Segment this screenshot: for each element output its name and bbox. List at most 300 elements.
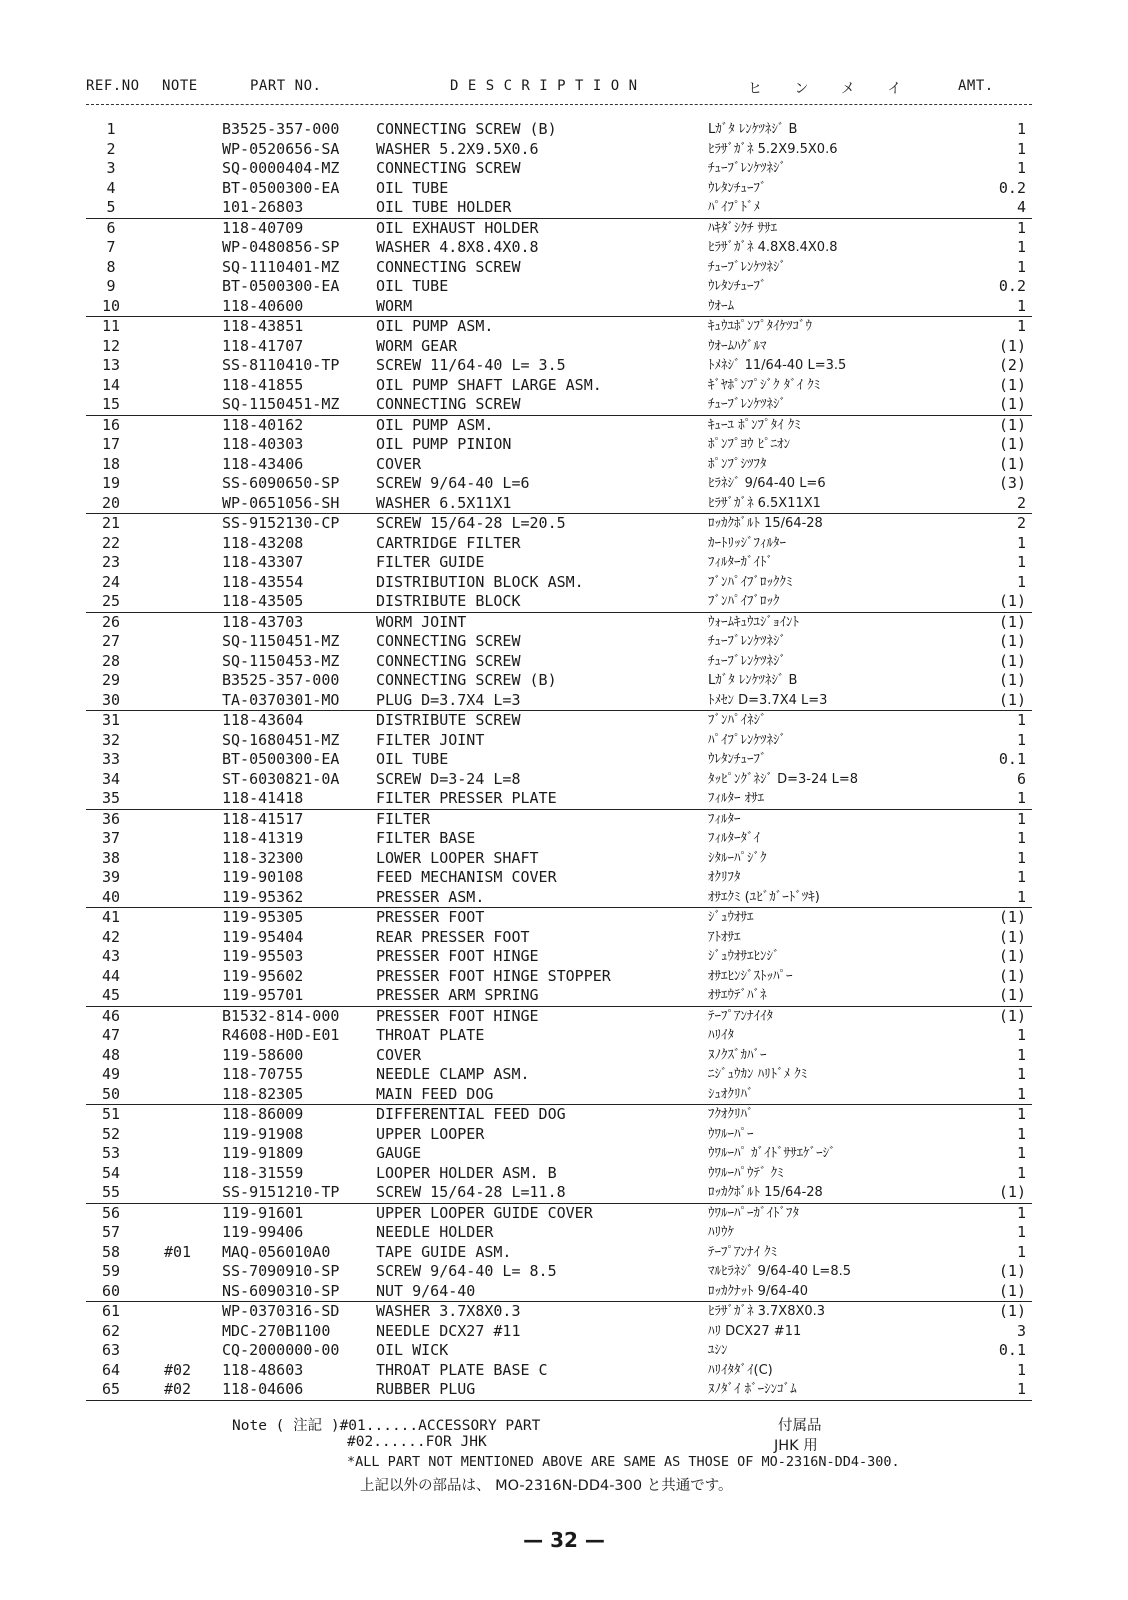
japanese-name-cell: ﾏﾙﾋﾗﾈｼﾞ 9/64-40 L=8.5 bbox=[708, 1264, 851, 1279]
amount-cell: (1) bbox=[998, 671, 1026, 689]
amount-cell: 2 bbox=[1016, 514, 1026, 532]
part-number-cell: WP-0370316-SD bbox=[222, 1302, 340, 1320]
part-number-cell: SS-9151210-TP bbox=[222, 1183, 340, 1201]
table-row bbox=[86, 179, 1032, 199]
ref-cell: 19 bbox=[101, 474, 121, 492]
description-cell: OIL TUBE bbox=[376, 277, 449, 295]
table-row bbox=[86, 534, 1032, 554]
description-cell: WASHER 4.8X8.4X0.8 bbox=[376, 238, 539, 256]
description-cell: FILTER BASE bbox=[376, 829, 476, 847]
japanese-name-cell: ｼﾞｭｳｵｻｴﾋﾝｼﾞ bbox=[708, 949, 780, 964]
amount-cell: (1) bbox=[998, 415, 1026, 434]
japanese-name-cell: ﾄﾒﾈｼﾞ 11/64-40 L=3.5 bbox=[708, 358, 847, 373]
description-cell: WASHER 3.7X8X0.3 bbox=[376, 1302, 521, 1320]
part-number-cell: BT-0500300-EA bbox=[222, 750, 340, 768]
ref-cell: 3 bbox=[106, 159, 116, 177]
part-number-cell: NS-6090310-SP bbox=[222, 1281, 340, 1300]
header-ref: REF.NO bbox=[86, 78, 140, 94]
ref-cell: 26 bbox=[101, 612, 121, 631]
ref-cell: 53 bbox=[101, 1144, 121, 1162]
ref-cell: 28 bbox=[101, 651, 121, 670]
description-cell: SCREW D=3-24 L=8 bbox=[376, 769, 521, 788]
note-line-1-jp: 付属品 bbox=[778, 1418, 822, 1434]
description-cell: UPPER LOOPER bbox=[376, 1124, 485, 1143]
japanese-name-cell: ｳﾜﾙｰﾊﾟｰｶﾞｲﾄﾞﾌﾀ bbox=[708, 1205, 799, 1221]
amount-cell: 1 bbox=[1016, 1124, 1026, 1143]
amount-cell: (1) bbox=[998, 651, 1026, 670]
description-cell: CONNECTING SCREW bbox=[376, 159, 521, 177]
part-number-cell: TA-0370301-MO bbox=[222, 690, 340, 709]
part-number-cell: 119-95503 bbox=[222, 947, 304, 965]
ref-cell: 29 bbox=[101, 671, 121, 689]
ref-cell: 51 bbox=[101, 1105, 121, 1123]
table-row bbox=[86, 652, 1032, 672]
amount-cell: (1) bbox=[998, 1006, 1026, 1025]
description-cell: COVER bbox=[376, 1045, 422, 1064]
table-row bbox=[86, 671, 1032, 691]
ref-cell: 4 bbox=[106, 178, 116, 197]
part-number-cell: 119-99406 bbox=[222, 1223, 304, 1241]
description-cell: OIL TUBE bbox=[376, 178, 449, 197]
japanese-name-cell: ﾁｭｰﾌﾞﾚﾝｹﾂﾈｼﾞ bbox=[708, 634, 786, 649]
table-row bbox=[86, 376, 1032, 396]
table-row bbox=[86, 1380, 1032, 1401]
amount-cell: 1 bbox=[1016, 238, 1026, 256]
japanese-name-cell: ﾁｭｰﾌﾞﾚﾝｹﾂﾈｼﾞ bbox=[708, 161, 786, 176]
table-row bbox=[86, 1007, 1032, 1027]
japanese-name-cell: ﾎﾟﾝﾌﾟﾖｳ ﾋﾟﾆｵﾝ bbox=[708, 437, 791, 452]
description-cell: SCREW 15/64-28 L=20.5 bbox=[376, 514, 566, 532]
part-number-cell: 118-40162 bbox=[222, 415, 304, 434]
part-number-cell: 119-95602 bbox=[222, 966, 304, 985]
table-row bbox=[86, 1164, 1032, 1184]
table-row bbox=[86, 1361, 1032, 1381]
japanese-name-cell: ﾀｯﾋﾟﾝｸﾞﾈｼﾞ D=3-24 L=8 bbox=[708, 771, 859, 787]
amount-cell: (1) bbox=[998, 927, 1026, 946]
note-line-2: #02......FOR JHK bbox=[347, 1434, 487, 1450]
amount-cell: 1 bbox=[1016, 1144, 1026, 1162]
japanese-name-cell: ｳﾚﾀﾝﾁｭｰﾌﾞ bbox=[708, 279, 767, 294]
amount-cell: 1 bbox=[1016, 868, 1026, 886]
ref-cell: 33 bbox=[101, 750, 121, 768]
amount-cell: (1) bbox=[998, 1281, 1026, 1300]
part-number-cell: 118-40709 bbox=[222, 218, 304, 237]
header-desc: D E S C R I P T I O N bbox=[450, 78, 638, 94]
table-row bbox=[86, 455, 1032, 475]
japanese-name-cell: ﾌｨﾙﾀｰ bbox=[708, 811, 741, 827]
ref-cell: 27 bbox=[101, 632, 121, 650]
japanese-name-cell: ｳﾜﾙｰﾊﾟｰ bbox=[708, 1126, 754, 1142]
amount-cell: 1 bbox=[1016, 317, 1026, 335]
description-cell: SCREW 9/64-40 L= 8.5 bbox=[376, 1262, 557, 1280]
part-number-cell: 118-31559 bbox=[222, 1163, 304, 1182]
table-row bbox=[86, 277, 1032, 297]
description-cell: NUT 9/64-40 bbox=[376, 1281, 476, 1300]
japanese-name-cell: ﾁｭｰﾌﾞﾚﾝｹﾂﾈｼﾞ bbox=[708, 397, 786, 412]
description-cell: OIL PUMP ASM. bbox=[376, 415, 494, 434]
ref-cell: 5 bbox=[106, 198, 116, 216]
amount-cell: 1 bbox=[1016, 829, 1026, 847]
ref-cell: 32 bbox=[101, 730, 121, 749]
part-number-cell: 118-41517 bbox=[222, 809, 304, 828]
ref-cell: 17 bbox=[101, 435, 121, 453]
description-cell: TAPE GUIDE ASM. bbox=[376, 1242, 512, 1261]
japanese-name-cell: ｳﾜﾙｰﾊﾟｳﾃﾞ ｸﾐ bbox=[708, 1165, 784, 1181]
ref-cell: 2 bbox=[106, 139, 116, 158]
japanese-name-cell: ｳｫｰﾑｷｭｳﾕｼﾞｮｲﾝﾄ bbox=[708, 614, 799, 630]
ref-cell: 40 bbox=[101, 887, 121, 906]
table-row bbox=[86, 1262, 1032, 1282]
japanese-name-cell: ﾊﾟｲﾌﾟﾚﾝｹﾂﾈｼﾞ bbox=[708, 732, 786, 748]
description-cell: FILTER bbox=[376, 809, 431, 828]
amount-cell: 1 bbox=[1016, 730, 1026, 749]
description-cell: CONNECTING SCREW bbox=[376, 257, 521, 276]
japanese-name-cell: ﾋﾗｻﾞｶﾞﾈ 6.5X11X1 bbox=[708, 495, 821, 511]
description-cell: THROAT PLATE bbox=[376, 1026, 485, 1044]
part-number-cell: SS-9152130-CP bbox=[222, 514, 340, 532]
table-row bbox=[86, 613, 1032, 633]
description-cell: UPPER LOOPER GUIDE COVER bbox=[376, 1203, 593, 1222]
part-number-cell: B3525-357-000 bbox=[222, 120, 340, 138]
part-number-cell: 119-91908 bbox=[222, 1124, 304, 1143]
header-note: NOTE bbox=[162, 78, 198, 94]
note-cell: #02 bbox=[164, 1360, 192, 1379]
japanese-name-cell: ｼﾀﾙｰﾊﾟｼﾞｸ bbox=[708, 850, 767, 866]
table-row bbox=[86, 1085, 1032, 1106]
header-divider bbox=[86, 104, 1032, 105]
table-row bbox=[86, 159, 1032, 179]
part-number-cell: WP-0520656-SA bbox=[222, 139, 340, 158]
table-row bbox=[86, 553, 1032, 573]
part-number-cell: SQ-1150451-MZ bbox=[222, 395, 340, 413]
part-number-cell: 118-43505 bbox=[222, 592, 304, 610]
ref-cell: 48 bbox=[101, 1045, 121, 1064]
ref-cell: 43 bbox=[101, 947, 121, 965]
part-number-cell: 118-41707 bbox=[222, 336, 304, 355]
japanese-name-cell: ﾌｸｵｸﾘﾊﾞ bbox=[708, 1107, 754, 1122]
part-number-cell: 118-41418 bbox=[222, 789, 304, 807]
description-cell: FILTER GUIDE bbox=[376, 553, 485, 571]
amount-cell: (1) bbox=[998, 612, 1026, 631]
table-header bbox=[86, 78, 1026, 102]
table-row bbox=[86, 967, 1032, 987]
part-number-cell: BT-0500300-EA bbox=[222, 178, 340, 197]
ref-cell: 60 bbox=[101, 1281, 121, 1300]
description-cell: SCREW 9/64-40 L=6 bbox=[376, 474, 530, 492]
description-cell: CONNECTING SCREW bbox=[376, 395, 521, 413]
part-number-cell: WP-0480856-SP bbox=[222, 238, 340, 256]
ref-cell: 64 bbox=[101, 1360, 121, 1379]
amount-cell: 1 bbox=[1016, 572, 1026, 591]
japanese-name-cell: ﾋﾗﾈｼﾞ 9/64-40 L=6 bbox=[708, 476, 826, 491]
japanese-name-cell: ﾊﾟｲﾌﾟﾄﾞﾒ bbox=[708, 200, 760, 215]
ref-cell: 38 bbox=[101, 848, 121, 867]
description-cell: OIL PUMP ASM. bbox=[376, 317, 494, 335]
amount-cell: 1 bbox=[1016, 1360, 1026, 1379]
ref-cell: 55 bbox=[101, 1183, 121, 1201]
ref-cell: 62 bbox=[101, 1321, 121, 1340]
ref-cell: 39 bbox=[101, 868, 121, 886]
note-line-2-jp: JHK 用 bbox=[774, 1438, 818, 1454]
japanese-name-cell: Lｶﾞﾀ ﾚﾝｹﾂﾈｼﾞ B bbox=[708, 122, 798, 137]
ref-cell: 14 bbox=[101, 375, 121, 394]
table-row bbox=[86, 947, 1032, 967]
amount-cell: 2 bbox=[1016, 493, 1026, 512]
description-cell: OIL PUMP SHAFT LARGE ASM. bbox=[376, 375, 602, 394]
japanese-name-cell: ﾌｨﾙﾀｰ ｵｻｴ bbox=[708, 791, 765, 806]
ref-cell: 18 bbox=[101, 454, 121, 473]
japanese-name-cell: ｼﾞｭｳｵｻｴ bbox=[708, 910, 754, 925]
japanese-name-cell: ﾊﾘｲﾀﾀﾞｲ(C) bbox=[708, 1362, 773, 1378]
description-cell: DISTRIBUTE SCREW bbox=[376, 711, 521, 729]
part-number-cell: 118-43406 bbox=[222, 454, 304, 473]
part-number-cell: 118-82305 bbox=[222, 1084, 304, 1103]
description-cell: PRESSER FOOT HINGE STOPPER bbox=[376, 966, 611, 985]
table-row bbox=[86, 494, 1032, 515]
table-row bbox=[86, 1065, 1032, 1085]
amount-cell: 1 bbox=[1016, 159, 1026, 177]
note-line-3: *ALL PART NOT MENTIONED ABOVE ARE SAME AS THOSE OF MO-2316N-DD4-300. bbox=[347, 1454, 900, 1470]
table-row bbox=[86, 849, 1032, 869]
part-number-cell: 118-70755 bbox=[222, 1065, 304, 1083]
table-row bbox=[86, 1243, 1032, 1263]
part-number-cell: B1532-814-000 bbox=[222, 1006, 340, 1025]
amount-cell: 1 bbox=[1016, 1163, 1026, 1182]
amount-cell: 6 bbox=[1016, 769, 1026, 788]
part-number-cell: 118-40600 bbox=[222, 296, 304, 315]
amount-cell: 1 bbox=[1016, 533, 1026, 552]
part-number-cell: SQ-1150453-MZ bbox=[222, 651, 340, 670]
description-cell: FILTER JOINT bbox=[376, 730, 485, 749]
description-cell: CARTRIDGE FILTER bbox=[376, 533, 521, 552]
ref-cell: 21 bbox=[101, 514, 121, 532]
note-cell: #01 bbox=[164, 1242, 192, 1261]
amount-cell: 4 bbox=[1016, 198, 1026, 216]
table-row bbox=[86, 1204, 1032, 1224]
table-row bbox=[86, 238, 1032, 258]
ref-cell: 41 bbox=[101, 908, 121, 926]
description-cell: WASHER 5.2X9.5X0.6 bbox=[376, 139, 539, 158]
description-cell: CONNECTING SCREW (B) bbox=[376, 671, 557, 689]
table-row bbox=[86, 632, 1032, 652]
description-cell: CONNECTING SCREW bbox=[376, 632, 521, 650]
part-number-cell: 118-43208 bbox=[222, 533, 304, 552]
amount-cell: 1 bbox=[1016, 1065, 1026, 1083]
japanese-name-cell: ｵｻｴｸﾐ (ﾕﾋﾞｶﾞｰﾄﾞﾂｷ) bbox=[708, 889, 820, 905]
ref-cell: 54 bbox=[101, 1163, 121, 1182]
japanese-name-cell: ｳﾚﾀﾝﾁｭｰﾌﾞ bbox=[708, 752, 767, 767]
ref-cell: 25 bbox=[101, 592, 121, 610]
table-row bbox=[86, 1026, 1032, 1046]
amount-cell: 1 bbox=[1016, 296, 1026, 315]
amount-cell: (1) bbox=[998, 966, 1026, 985]
table-row bbox=[86, 1341, 1032, 1361]
amount-cell: 1 bbox=[1016, 1380, 1026, 1398]
japanese-name-cell: ｳｵｰﾑ bbox=[708, 298, 734, 314]
table-row bbox=[86, 317, 1032, 337]
ref-cell: 58 bbox=[101, 1242, 121, 1261]
table-row bbox=[86, 198, 1032, 219]
description-cell: WORM bbox=[376, 296, 413, 315]
table-row bbox=[86, 810, 1032, 830]
amount-cell: (1) bbox=[998, 592, 1026, 610]
amount-cell: 0.1 bbox=[998, 750, 1026, 768]
part-number-cell: 119-95305 bbox=[222, 908, 304, 926]
page-number: — 32 — bbox=[523, 1528, 605, 1552]
description-cell: PRESSER ASM. bbox=[376, 887, 485, 906]
ref-cell: 9 bbox=[106, 277, 116, 295]
description-cell: WORM JOINT bbox=[376, 612, 467, 631]
table-row bbox=[86, 711, 1032, 731]
part-number-cell: 118-43307 bbox=[222, 553, 304, 571]
ref-cell: 23 bbox=[101, 553, 121, 571]
description-cell: SCREW 15/64-28 L=11.8 bbox=[376, 1183, 566, 1201]
amount-cell: (1) bbox=[998, 908, 1026, 926]
header-part: PART NO. bbox=[250, 78, 322, 94]
table-row bbox=[86, 474, 1032, 494]
table-row bbox=[86, 337, 1032, 357]
amount-cell: 1 bbox=[1016, 139, 1026, 158]
table-row bbox=[86, 1183, 1032, 1204]
table-row bbox=[86, 770, 1032, 790]
part-number-cell: B3525-357-000 bbox=[222, 671, 340, 689]
japanese-name-cell: Lｶﾞﾀ ﾚﾝｹﾂﾈｼﾞ B bbox=[708, 673, 798, 688]
table-row bbox=[86, 908, 1032, 928]
description-cell: FEED MECHANISM COVER bbox=[376, 868, 557, 886]
table-row bbox=[86, 258, 1032, 278]
part-number-cell: 118-04606 bbox=[222, 1380, 304, 1398]
japanese-name-cell: ﾛｯｶｸﾎﾞﾙﾄ 15/64-28 bbox=[708, 1185, 823, 1200]
description-cell: THROAT PLATE BASE C bbox=[376, 1360, 548, 1379]
table-row bbox=[86, 986, 1032, 1007]
amount-cell: 1 bbox=[1016, 1084, 1026, 1103]
part-number-cell: SS-7090910-SP bbox=[222, 1262, 340, 1280]
part-number-cell: 119-91601 bbox=[222, 1203, 304, 1222]
part-number-cell: SQ-1110401-MZ bbox=[222, 257, 340, 276]
amount-cell: (1) bbox=[998, 986, 1026, 1004]
table-row bbox=[86, 1046, 1032, 1066]
part-number-cell: WP-0651056-SH bbox=[222, 493, 340, 512]
part-number-cell: 119-58600 bbox=[222, 1045, 304, 1064]
table-row bbox=[86, 514, 1032, 534]
ref-cell: 11 bbox=[101, 317, 121, 335]
japanese-name-cell: ｵｻｴｳﾃﾞﾊﾞﾈ bbox=[708, 988, 767, 1003]
part-number-cell: R4608-H0D-E01 bbox=[222, 1026, 340, 1044]
japanese-name-cell: ﾋﾗｻﾞｶﾞﾈ 3.7X8X0.3 bbox=[708, 1304, 826, 1319]
japanese-name-cell: ｳﾜﾙｰﾊﾟ ｶﾞｲﾄﾞｻｻｴｹﾞｰｼﾞ bbox=[708, 1146, 836, 1161]
part-number-cell: SQ-1680451-MZ bbox=[222, 730, 340, 749]
amount-cell: 1 bbox=[1016, 809, 1026, 828]
part-number-cell: 118-41855 bbox=[222, 375, 304, 394]
description-cell: DISTRIBUTION BLOCK ASM. bbox=[376, 572, 584, 591]
description-cell: WASHER 6.5X11X1 bbox=[376, 493, 512, 512]
amount-cell: 1 bbox=[1016, 711, 1026, 729]
ref-cell: 65 bbox=[101, 1380, 121, 1398]
japanese-name-cell: ｳｵｰﾑﾊｸﾞﾙﾏ bbox=[708, 338, 767, 354]
japanese-name-cell: ﾄﾒｾﾝ D=3.7X4 L=3 bbox=[708, 692, 828, 708]
japanese-name-cell: ﾇﾉｸｽﾞｶﾊﾞｰ bbox=[708, 1047, 767, 1063]
amount-cell: 1 bbox=[1016, 1242, 1026, 1261]
japanese-name-cell: ﾃｰﾌﾟｱﾝﾅｲ ｸﾐ bbox=[708, 1244, 778, 1260]
table-row bbox=[86, 140, 1032, 160]
amount-cell: 1 bbox=[1016, 553, 1026, 571]
japanese-name-cell: ﾃｰﾌﾟｱﾝﾅｲｲﾀ bbox=[708, 1008, 773, 1024]
ref-cell: 10 bbox=[101, 296, 121, 315]
ref-cell: 16 bbox=[101, 415, 121, 434]
table-row bbox=[86, 219, 1032, 239]
ref-cell: 63 bbox=[101, 1341, 121, 1359]
amount-cell: (1) bbox=[998, 454, 1026, 473]
amount-cell: (1) bbox=[998, 1183, 1026, 1201]
description-cell: MAIN FEED DOG bbox=[376, 1084, 494, 1103]
ref-cell: 1 bbox=[106, 120, 116, 138]
japanese-name-cell: ﾌﾞﾝﾊﾟｲﾌﾞﾛｯｸｸﾐ bbox=[708, 574, 793, 590]
amount-cell: (1) bbox=[998, 690, 1026, 709]
japanese-name-cell: ﾊﾘ DCX27 #11 bbox=[708, 1323, 802, 1339]
japanese-name-cell: ｵｻｴﾋﾝｼﾞｽﾄｯﾊﾟｰ bbox=[708, 968, 793, 984]
japanese-name-cell: ﾊﾘｳｹ bbox=[708, 1225, 734, 1240]
amount-cell: 1 bbox=[1016, 789, 1026, 807]
header-jp: ヒ ン メ イ bbox=[748, 81, 916, 97]
part-number-cell: 118-43554 bbox=[222, 572, 304, 591]
ref-cell: 50 bbox=[101, 1084, 121, 1103]
japanese-name-cell: ﾋﾗｻﾞｶﾞﾈ 4.8X8.4X0.8 bbox=[708, 240, 838, 255]
japanese-name-cell: ｼｭｵｸﾘﾊﾞ bbox=[708, 1086, 754, 1102]
amount-cell: (1) bbox=[998, 395, 1026, 413]
table-row bbox=[86, 297, 1032, 318]
table-row bbox=[86, 592, 1032, 613]
part-number-cell: SS-8110410-TP bbox=[222, 356, 340, 374]
description-cell: CONNECTING SCREW (B) bbox=[376, 120, 557, 138]
japanese-name-cell: ﾕｼﾝ bbox=[708, 1343, 728, 1358]
amount-cell: (1) bbox=[998, 336, 1026, 355]
table-row bbox=[86, 416, 1032, 436]
table-row bbox=[86, 356, 1032, 376]
amount-cell: 1 bbox=[1016, 848, 1026, 867]
ref-cell: 49 bbox=[101, 1065, 121, 1083]
part-number-cell: 118-43851 bbox=[222, 317, 304, 335]
description-cell: DISTRIBUTE BLOCK bbox=[376, 592, 521, 610]
ref-cell: 37 bbox=[101, 829, 121, 847]
part-number-cell: ST-6030821-0A bbox=[222, 769, 340, 788]
ref-cell: 47 bbox=[101, 1026, 121, 1044]
ref-cell: 45 bbox=[101, 986, 121, 1004]
description-cell: CONNECTING SCREW bbox=[376, 651, 521, 670]
ref-cell: 13 bbox=[101, 356, 121, 374]
description-cell: NEEDLE HOLDER bbox=[376, 1223, 494, 1241]
ref-cell: 15 bbox=[101, 395, 121, 413]
ref-cell: 22 bbox=[101, 533, 121, 552]
ref-cell: 36 bbox=[101, 809, 121, 828]
part-number-cell: 118-32300 bbox=[222, 848, 304, 867]
note-cell: #02 bbox=[164, 1380, 192, 1398]
note-line-4: 上記以外の部品は、 MO-2316N-DD4-300 と共通です。 bbox=[360, 1478, 733, 1494]
ref-cell: 61 bbox=[101, 1302, 121, 1320]
part-number-cell: 118-86009 bbox=[222, 1105, 304, 1123]
japanese-name-cell: ﾊﾘｲﾀ bbox=[708, 1028, 734, 1043]
table-row bbox=[86, 1302, 1032, 1322]
japanese-name-cell: ｶｰﾄﾘｯｼﾞﾌｨﾙﾀｰ bbox=[708, 535, 786, 551]
table-row bbox=[86, 1322, 1032, 1342]
amount-cell: (1) bbox=[998, 1262, 1026, 1280]
amount-cell: 3 bbox=[1016, 1321, 1026, 1340]
part-number-cell: 119-95362 bbox=[222, 887, 304, 906]
ref-cell: 44 bbox=[101, 966, 121, 985]
description-cell: PRESSER FOOT bbox=[376, 908, 485, 926]
table-row bbox=[86, 691, 1032, 712]
japanese-name-cell: ﾁｭｰﾌﾞﾚﾝｹﾂﾈｼﾞ bbox=[708, 653, 786, 669]
part-number-cell: 118-40303 bbox=[222, 435, 304, 453]
